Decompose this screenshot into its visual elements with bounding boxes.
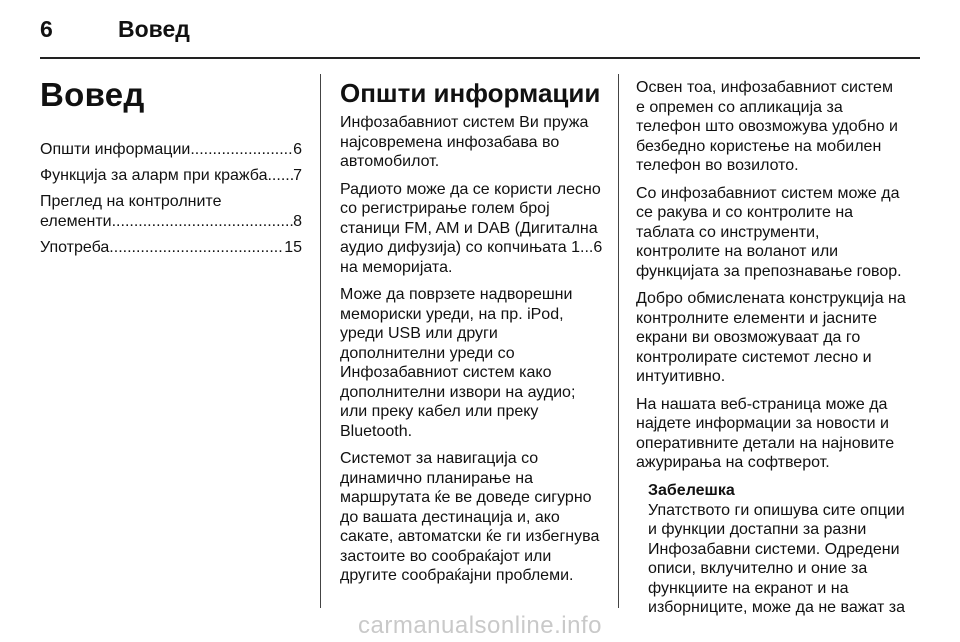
- toc-leader-dots: [267, 166, 293, 186]
- toc-entry-text: елементи: [40, 213, 112, 230]
- section-title: Вовед: [40, 76, 145, 113]
- paragraph: Може да поврзете надворешни мемориски уреди, на пр. iPod, уреди USB или други дополнителни уреди со Инфозабавниот систем како дополнителни извори на аудио; или преку кабел или преку Bluetooth.: [340, 286, 576, 440]
- page-number: 6: [40, 16, 53, 42]
- column-divider: [618, 74, 619, 608]
- toc-entry-text-line1: Преглед на контролните: [40, 193, 222, 210]
- note-box: [648, 481, 906, 618]
- watermark: carmanualsonline.info: [358, 612, 602, 639]
- toc-entry[interactable]: [40, 140, 302, 160]
- toc-entry-line2: [40, 212, 302, 232]
- toc-entry-text: Општи информации: [40, 141, 191, 158]
- section-heading: Општи информации: [340, 78, 601, 108]
- paragraph: Радиото може да се користи лесно со регистрирање голем број станици FM, AM и DAB (Дигитална аудио дифузија) со копчињата 1...6 на меморијата.: [340, 180, 603, 276]
- running-title: Вовед: [118, 16, 190, 42]
- toc-leader-dots: [112, 212, 293, 232]
- toc-entry-page: 8: [293, 213, 302, 230]
- page-header: [40, 16, 920, 48]
- toc-leader-dots: [190, 140, 293, 160]
- toc-entry[interactable]: [40, 238, 302, 258]
- paragraph: Освен тоа, инфозабавниот систем е опремен со апликација за телефон што овозможува удобно и безбедно користење на мобилен телефон во возилото.: [636, 79, 898, 174]
- toc-entry-text: Функција за аларм при кражба: [40, 167, 268, 184]
- toc-entry-text: Употреба: [40, 239, 110, 256]
- column-divider: [320, 74, 321, 608]
- toc-entry-page: 6: [293, 141, 302, 158]
- content-column-2: [340, 66, 606, 594]
- header-rule: [40, 57, 920, 59]
- note-title: Забелешка: [648, 481, 735, 499]
- toc-leader-dots: [109, 238, 284, 258]
- toc-column: [40, 66, 302, 264]
- note-body: Упатството ги опишува сите опции и функции достапни за разни Инфозабавни системи. Одредени описи, вклучително и оние за функциите на екранот и на изборниците, може да не важат за: [648, 501, 905, 616]
- toc-entry-page: 7: [293, 167, 302, 184]
- paragraph: На нашата веб-страница може да најдете информации за новости и оперативните детали на најновите ажурирања на софтверот.: [636, 395, 895, 471]
- toc-entry[interactable]: [40, 192, 302, 232]
- paragraph: Со инфозабавниот систем може да се ракува и со контролите на таблата со инструменти, контролите на воланот или функцијата за препознавање говор.: [636, 184, 902, 280]
- paragraph: Добро обмислената конструкција на контролните елементи и јасните екрани ви овозможуваат да го контролирате системот лесно и интуитивно.: [636, 290, 906, 385]
- paragraph: Инфозабавниот систем Ви пружа најсовремена инфозабава во автомобилот.: [340, 114, 589, 170]
- content-column-3: [636, 78, 906, 618]
- toc-entry[interactable]: [40, 166, 302, 186]
- toc-entry-page: 15: [284, 239, 302, 256]
- paragraph: Системот за навигација со динамично планирање на маршрутата ќе ве доведе сигурно до вашата дестинација и, ако сакате, автоматски ќе ги избегнува застоите во сообраќајот или другите сообраќајни проблеми.: [340, 450, 600, 584]
